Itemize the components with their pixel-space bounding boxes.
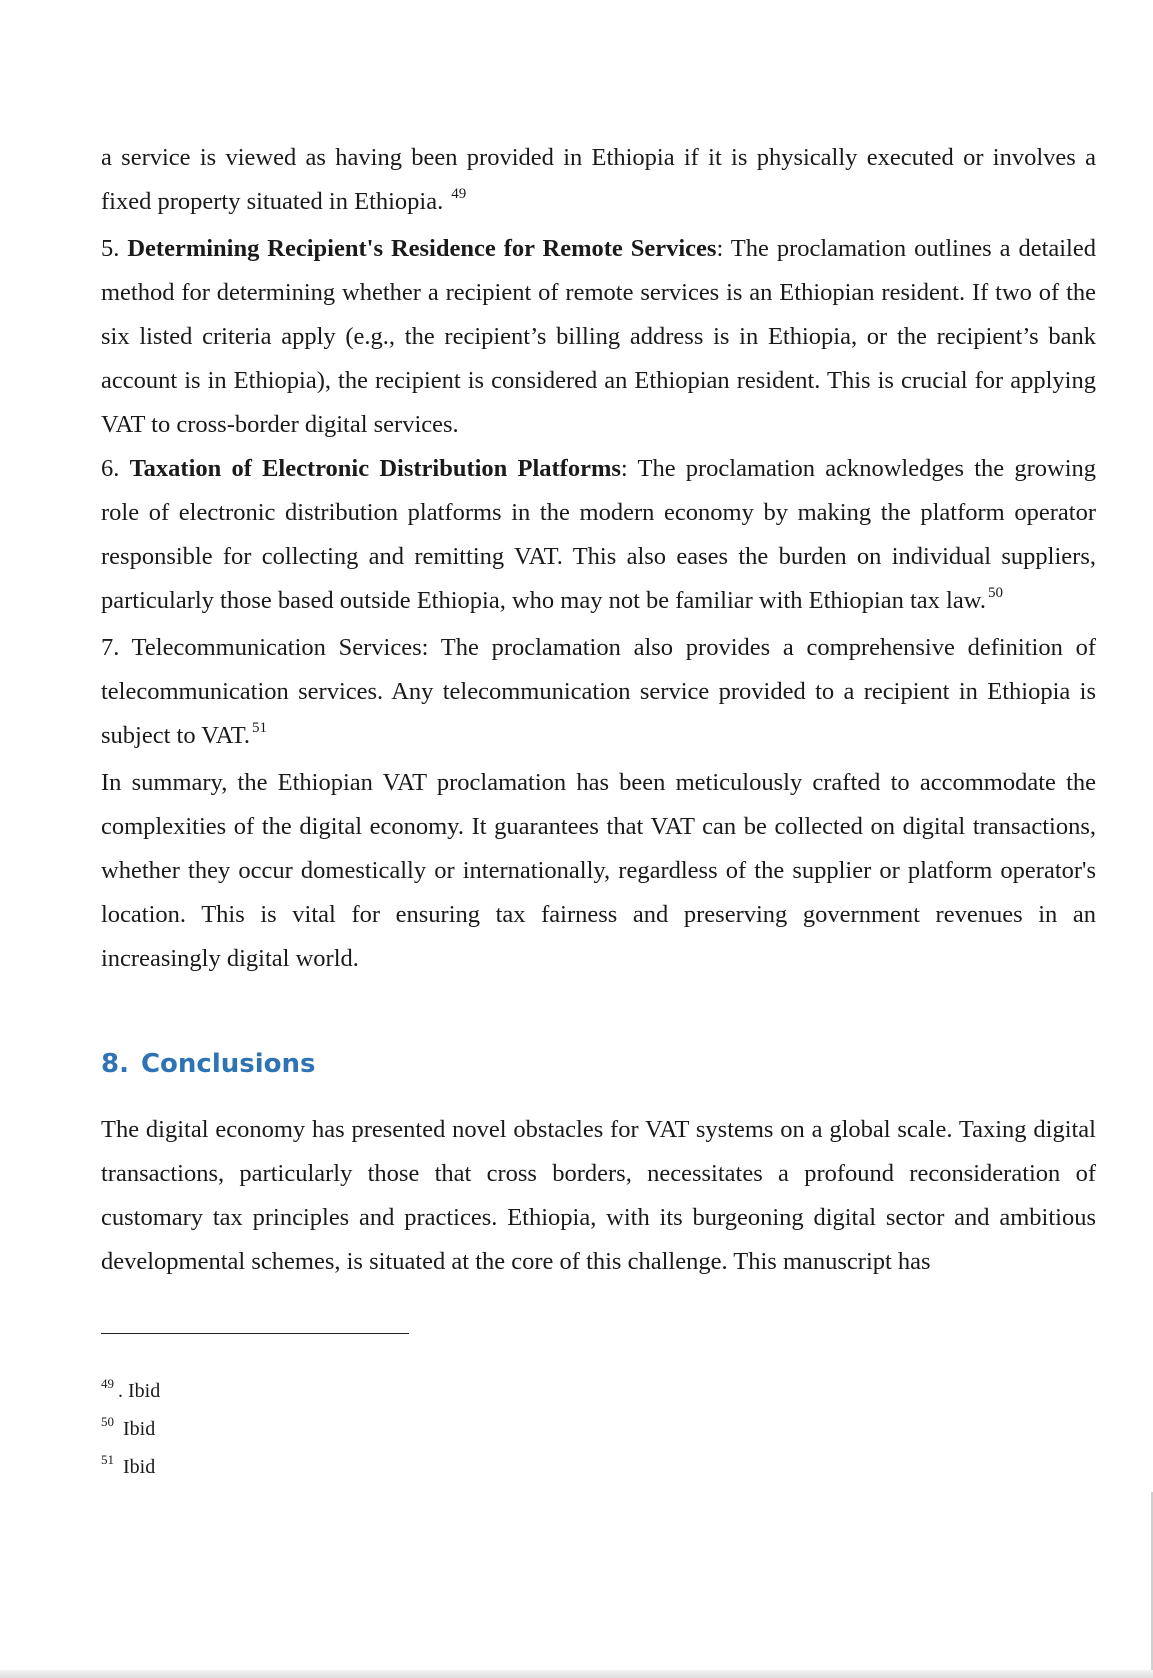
- footnote-mark: 50: [101, 1414, 114, 1429]
- footnotes: [101, 1373, 160, 1487]
- paragraph-distribution-platforms: [101, 447, 1096, 626]
- footnote-ref-49[interactable]: 49: [451, 186, 467, 202]
- paragraph-conclusion: [101, 1108, 1096, 1284]
- paragraph-text: 7. Telecommunication Services: The proclamation also provides a comprehensive definition of telecommunication services. Any telecommunication service provided to a recipient in Ethiopia is subject to VAT.: [101, 634, 1096, 749]
- footnote-mark: 51: [101, 1452, 114, 1467]
- section-number: 8.: [101, 1049, 129, 1079]
- footnote-ref-51[interactable]: 51: [252, 720, 268, 736]
- footnote-text: Ibid: [118, 1456, 156, 1478]
- item-number: 5.: [101, 235, 120, 262]
- paragraph-text: a service is viewed as having been provided in Ethiopia if it is physically executed or involves a fixed property situated in Ethiopia.: [101, 144, 1096, 215]
- footnote-51: [101, 1449, 160, 1487]
- paragraph-text: : The proclamation acknowledges the growing role of electronic distribution platforms in the modern economy by making the platform operator responsible for collecting and remitting VAT. This also eases the burden on individual suppliers, particularly those based outside Ethiopia, who may not be familiar with Ethiopian tax law.: [101, 455, 1096, 614]
- footnote-ref-50[interactable]: 50: [987, 585, 1003, 601]
- paragraph-summary: [101, 761, 1096, 981]
- item-title: Taxation of Electronic Distribution Platforms: [129, 455, 621, 482]
- paragraph-recipient-residence: [101, 227, 1096, 447]
- section-heading: [101, 1049, 316, 1079]
- footnote-49: [101, 1373, 160, 1411]
- footnote-50: [101, 1411, 160, 1449]
- page-edge-bottom: [0, 1670, 1153, 1678]
- footnote-text: Ibid: [118, 1418, 156, 1440]
- footnote-mark: 49: [101, 1376, 114, 1391]
- conclusions-body: [101, 1108, 1096, 1284]
- paragraph-text: The digital economy has presented novel obstacles for VAT systems on a global scale. Taxing digital transactions, particularly those that cross borders, necessitates a profound reconsideration of customary tax principles and practices. Ethiopia, with its burgeoning digital sector and ambitious developmental schemes, is situated at the core of this challenge. This manuscript has: [101, 1116, 1096, 1275]
- footnote-separator: [101, 1333, 409, 1334]
- item-title: Determining Recipient's Residence for Remote Services: [127, 235, 717, 262]
- section-title: Conclusions: [140, 1049, 316, 1079]
- paragraph-text: : The proclamation outlines a detailed method for determining whether a recipient of remote services is an Ethiopian resident. If two of the six listed criteria apply (e.g., the recipient’s billing address is in Ethiopia, or the recipient’s bank account is in Ethiopia), the recipient is considered an Ethiopian resident. This is crucial for applying VAT to cross-border digital services.: [101, 235, 1096, 438]
- body-text: [101, 136, 1096, 981]
- paragraph-telecommunication: [101, 626, 1096, 761]
- paragraph-text: In summary, the Ethiopian VAT proclamation has been meticulously crafted to accommodate the complexities of the digital economy. It guarantees that VAT can be collected on digital transactions, whether they occur domestically or internationally, regardless of the supplier or platform operator's location. This is vital for ensuring tax fairness and preserving government revenues in an increasingly digital world.: [101, 769, 1096, 972]
- item-number: 6.: [101, 455, 120, 482]
- paragraph-service-location: [101, 136, 1096, 227]
- footnote-text: . Ibid: [118, 1380, 161, 1402]
